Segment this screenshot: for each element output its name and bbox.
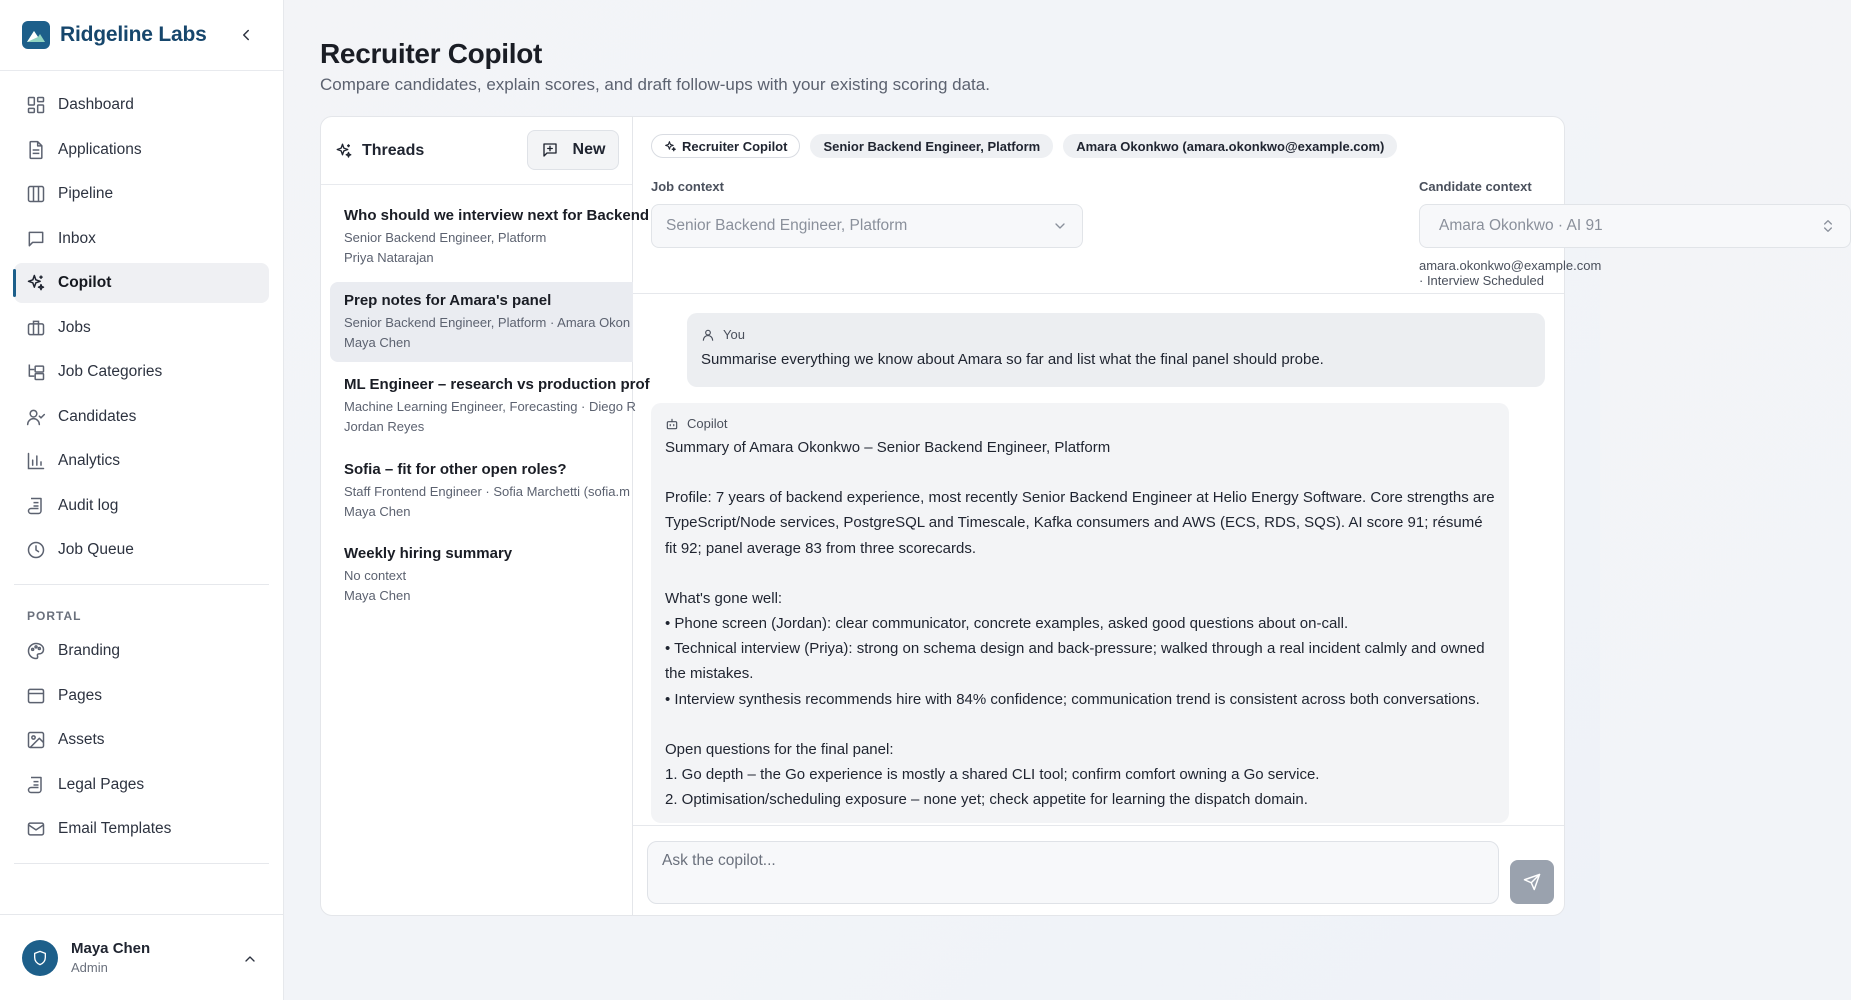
thread-item[interactable] [330,197,650,277]
nav-divider [14,863,269,864]
threads-pane [321,117,650,915]
message-text: Summarise everything we know about Amara so far and list what the final panel should probe. [701,351,1324,368]
user-name: Maya Chen [71,940,151,957]
copilot-input[interactable] [647,841,1499,904]
dashboard-icon [26,95,46,115]
nav-item-pipeline[interactable] [14,174,269,214]
thread-title: Weekly hiring summary [344,545,513,562]
message-author: You [723,327,745,342]
user-icon [701,328,715,342]
nav-item-job-queue[interactable] [14,530,269,570]
nav-item-job-categories[interactable] [14,352,269,392]
thread-title: ML Engineer – research vs production prof [344,376,650,393]
gone-well-title: What's gone well: [665,589,783,607]
nav-item-jobs[interactable] [14,308,269,348]
user-message [687,313,1545,387]
chevrons-up-down-icon [1820,218,1836,234]
scroll-icon [26,496,46,516]
nav-item-branding[interactable] [14,631,269,671]
thread-item[interactable] [330,451,633,531]
thread-title: Sofia – fit for other open roles? [344,460,567,478]
brand-name: Ridgeline Labs [60,23,207,46]
copilot-panel [320,116,1603,916]
thread-context: Senior Backend Engineer, Platform [344,230,547,245]
nav-item-assets[interactable] [14,720,269,760]
candidate-meta: amara.okonkwo@example.com · Interview Scheduled [1419,258,1602,288]
job-context-value: Senior Backend Engineer, Platform [666,217,908,234]
nav-label: Branding [58,642,121,659]
chevron-down-icon [1052,218,1068,234]
nav-label: Candidates [58,407,137,425]
list-item: • Interview synthesis recommends hire with 84% confidence; communication trend is consistent across both conversations. [665,690,1480,708]
open-questions-title: Open questions for the final panel: [665,740,894,758]
image-icon [26,730,46,750]
chip-recruiter-copilot [651,134,800,158]
list-item: • Technical interview (Priya): strong on schema design and back-pressure; walked through a real incident calmly and owned the mistakes. [665,640,1485,683]
open-questions-section [665,737,1495,813]
folder-tree-icon [26,362,46,382]
send-button[interactable] [1510,860,1554,904]
nav-label: Audit log [58,496,119,514]
candidate-context-label: Candidate context [1419,179,1532,194]
nav-item-email-templates[interactable] [14,809,269,849]
nav-item-copilot[interactable] [14,263,269,303]
candidate-context-value: Amara Okonkwo · AI 91 [1439,217,1603,234]
list-item: 1. Go depth – the Go experience is mostly a shared CLI tool; confirm comfort owning a Go service. [665,766,1320,784]
thread-item[interactable] [330,366,650,446]
thread-owner: Maya Chen [344,334,411,350]
job-context-label: Job context [651,179,724,194]
nav-item-analytics[interactable] [14,441,269,481]
portal-section-label: PORTAL [27,609,82,623]
job-context-select[interactable] [651,204,1083,248]
composer [633,825,1564,917]
nav-label: Job Queue [58,541,134,558]
gone-well-section [665,586,1495,712]
new-thread-button[interactable] [527,130,619,170]
nav-item-inbox[interactable] [14,219,269,259]
message-author: Copilot [687,416,728,431]
thread-context: Machine Learning Engineer, Forecasting · Diego R [344,399,636,414]
nav-label: Copilot [58,274,112,291]
nav-label: Applications [58,140,142,158]
threads-title: Threads [362,141,425,159]
nav-item-dashboard[interactable] [14,85,269,125]
thread-item[interactable] [330,535,633,615]
nav-label: Pages [58,686,102,704]
clock-icon [26,540,46,560]
thread-owner: Jordan Reyes [344,419,425,434]
send-icon [1523,873,1541,891]
thread-context: Senior Backend Engineer, Platform · Amara Okon [344,314,631,330]
user-role: Admin [71,960,108,975]
shield-icon [32,949,48,967]
context-chips [651,134,1407,158]
collapse-sidebar-chevron-left-icon[interactable] [237,26,255,44]
list-item: 2. Optimisation/scheduling exposure – none yet; check appetite for learning the dispatch domain. [665,791,1308,809]
mail-icon [26,819,46,839]
nav-label: Assets [58,731,105,748]
user-check-icon [26,407,46,427]
thread-title: Who should we interview next for Backend [344,207,650,224]
nav-item-applications[interactable] [14,130,269,170]
nav-label: Dashboard [58,96,134,113]
nav-label: Inbox [58,229,96,247]
nav-label: Jobs [58,318,91,336]
copilot-message [651,403,1509,823]
sidebar [0,0,284,1000]
context-bar [633,117,1603,294]
nav-item-audit-log[interactable] [14,486,269,526]
nav-item-pages[interactable] [14,676,269,716]
columns-icon [26,184,46,204]
layout-icon [26,686,46,706]
bar-chart-icon [26,451,46,471]
message-header [701,327,1531,342]
thread-context: No context [344,568,407,583]
nav-label: Email Templates [58,820,172,837]
message-plus-icon [541,141,559,159]
brand [0,0,283,71]
list-item: • Phone screen (Jordan): clear communicator, concrete examples, asked good questions about on-call. [665,615,1349,633]
thread-owner: Maya Chen [344,588,411,603]
threads-header [321,117,632,185]
message-text [665,435,1495,812]
thread-context: Staff Frontend Engineer · Sofia Marchetti (sofia.m [344,483,630,499]
new-thread-label: New [572,141,606,158]
main-nav [0,71,283,570]
thread-owner: Maya Chen [344,503,411,519]
scroll-icon [26,775,46,795]
mountain-logo-icon [22,21,50,49]
nav-item-legal-pages[interactable] [14,765,269,805]
candidate-context-select[interactable] [1419,204,1851,248]
nav-label: Job Categories [58,363,163,380]
chat-pane [633,117,1603,915]
message-header [665,416,1495,431]
portal-nav [0,631,283,849]
thread-list [321,185,650,615]
chip-candidate: Amara Okonkwo (amara.okonkwo@example.com) [1063,134,1397,158]
briefcase-icon [26,318,46,338]
nav-item-candidates[interactable] [14,397,269,437]
profile-paragraph: Profile: 7 years of backend experience, most recently Senior Backend Engineer at Helio Energy Software. Core strengths are TypeScript/Node services, PostgreSQL and Timescale, Kafka consumers and AWS (ECS, RDS, SQS). AI score 91; résumé fit 92; panel average 83 from three scorecards. [665,489,1495,557]
message-square-icon [26,229,46,249]
nav-label: Analytics [58,452,121,469]
bot-icon [665,417,679,431]
summary-heading: Summary of Amara Okonkwo – Senior Backend Engineer, Platform [665,439,1111,456]
sparkles-icon [664,140,677,153]
page-subtitle: Compare candidates, explain scores, and draft follow-ups with your existing scoring data. [320,75,990,94]
sparkles-icon [26,273,46,293]
thread-owner: Priya Natarajan [344,250,434,265]
nav-label: Legal Pages [58,775,145,793]
chip-label: Recruiter Copilot [682,138,788,154]
nav-label: Pipeline [58,185,114,202]
thread-item-active[interactable] [330,282,633,362]
avatar [22,940,58,976]
palette-icon [26,641,46,661]
chevron-up-icon[interactable] [242,951,258,967]
thread-title: Prep notes for Amara's panel [344,291,552,309]
file-text-icon [26,140,46,160]
sparkles-icon [335,142,353,160]
page-title: Recruiter Copilot [320,38,543,69]
user-menu[interactable] [0,914,284,1000]
chip-job: Senior Backend Engineer, Platform [810,134,1053,158]
